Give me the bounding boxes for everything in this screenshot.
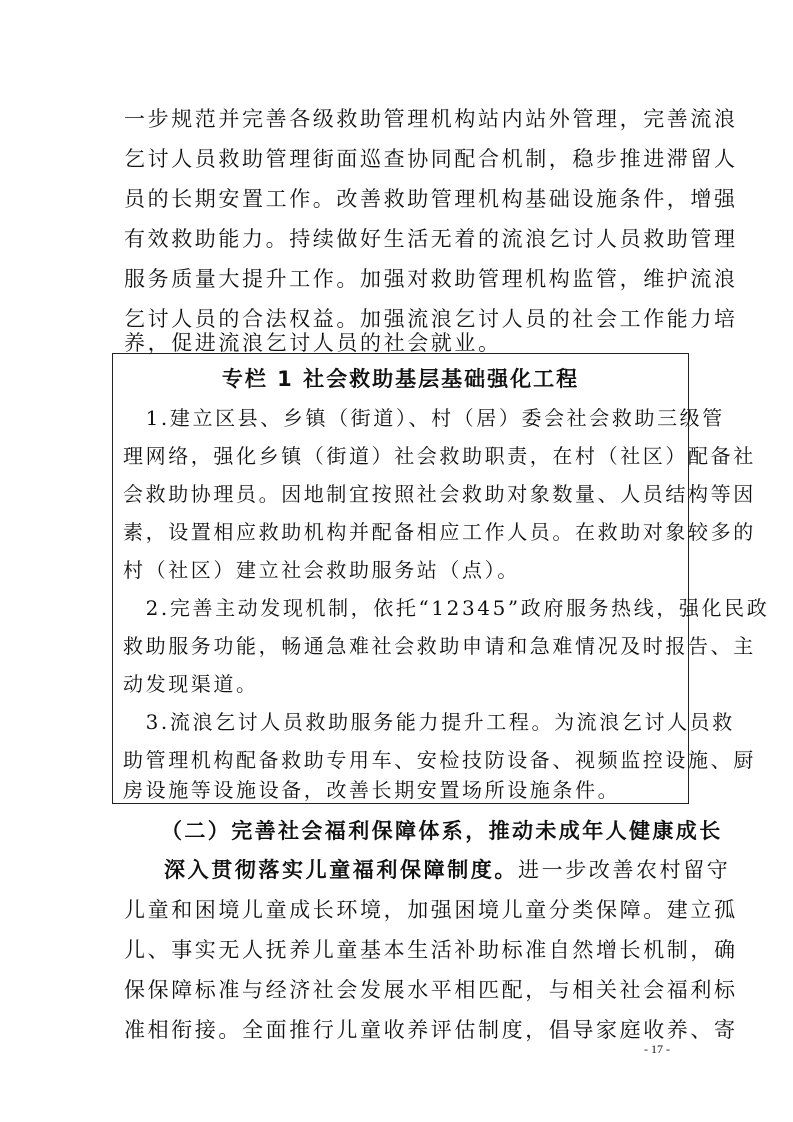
para1-line-7: 养，促进流浪乞讨人员的社会就业。 <box>124 331 502 355</box>
section-heading: （二）完善社会福利保障体系，推动未成年人健康成长 <box>161 819 723 843</box>
box-line-6: 2.完善主动发现机制，依托“12345”政府服务热线，强化民政 <box>123 596 770 620</box>
para2-line-2: 儿童和困境儿童成长环境，加强困境儿童分类保障。建立孤 <box>124 898 738 922</box>
para2-line-5: 准相衔接。全面推行儿童收养评估制度，倡导家庭收养、寄 <box>124 1018 738 1042</box>
para1-line-6: 乞讨人员的合法权益。加强流浪乞讨人员的社会工作能力培 <box>124 307 738 331</box>
para2-line-4: 保保障标准与经济社会发展水平相匹配，与相关社会福利标 <box>124 978 738 1002</box>
column-box <box>112 353 770 804</box>
box-line-8: 动发现渠道。 <box>123 672 259 696</box>
box-line-11: 房设施等设施设备，改善长期安置场所设施条件。 <box>123 778 621 802</box>
box-line-9: 3.流浪乞讨人员救助服务能力提升工程。为流浪乞讨人员救 <box>123 710 735 734</box>
page-number: - 17 - <box>644 1042 670 1056</box>
para1-line-4: 有效救助能力。持续做好生活无着的流浪乞讨人员救助管理 <box>124 227 738 251</box>
box-line-1: 1.建立区县、乡镇（街道）、村（居）委会社会救助三级管 <box>123 406 725 430</box>
para1-line-1: 一步规范并完善各级救助管理机构站内站外管理，完善流浪 <box>124 107 738 131</box>
box-line-5: 村（社区）建立社会救助服务站（点）。 <box>123 558 520 582</box>
box-line-10: 助管理机构配备救助专用车、安检技防设备、视频监控设施、厨 <box>123 748 756 772</box>
box-line-7: 救助服务功能，畅通急难社会救助申请和急难情况及时报告、主 <box>123 634 756 658</box>
para2-line-3: 儿、事实无人抚养儿童基本生活补助标准自然增长机制，确 <box>124 938 738 962</box>
column-box-title: 专栏 1 社会救助基层基础强化工程 <box>221 367 580 391</box>
para1-line-2: 乞讨人员救助管理街面巡查协同配合机制，稳步推进滞留人 <box>124 147 738 171</box>
para1-line-5: 服务质量大提升工作。加强对救助管理机构监管，维护流浪 <box>124 267 738 291</box>
para1-line-3: 员的长期安置工作。改善救助管理机构基础设施条件，增强 <box>124 187 738 211</box>
box-line-2: 理网络，强化乡镇（街道）社会救助职责，在村（社区）配备社 <box>123 444 756 468</box>
box-line-4: 素，设置相应救助机构并配备相应工作人员。在救助对象较多的 <box>123 520 756 544</box>
para2-lead-bold: 深入贯彻落实儿童福利保障制度。 <box>164 858 518 882</box>
box-line-3: 会救助协理员。因地制宜按照社会救助对象数量、人员结构等因 <box>123 482 756 506</box>
para2-line-1 <box>164 857 730 883</box>
para2-lead-rest: 进一步改善农村留守 <box>518 858 731 882</box>
